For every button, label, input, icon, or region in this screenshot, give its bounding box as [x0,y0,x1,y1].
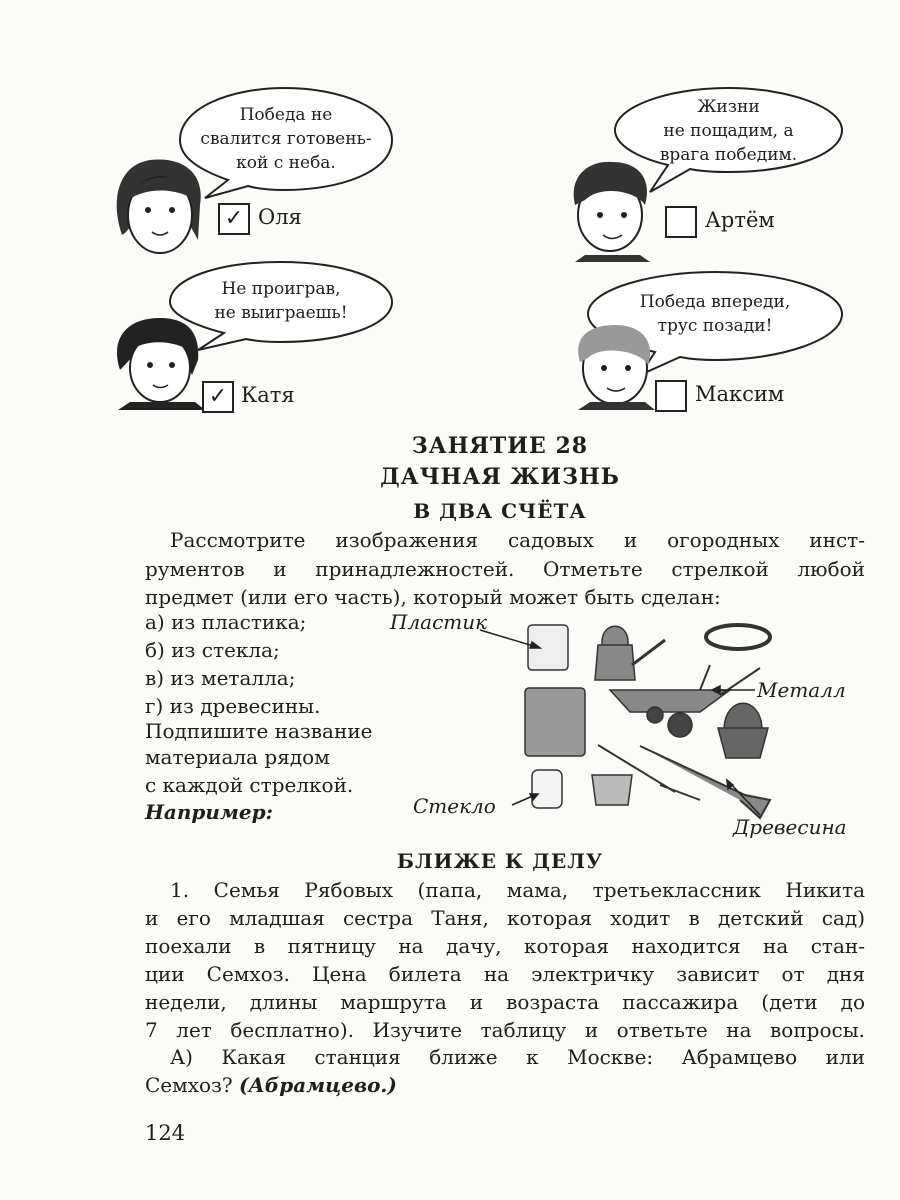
bubble-line: свалится готовень- [200,129,372,149]
bucket-image [592,775,632,805]
list-item: г) из древесины. [145,694,321,718]
paragraph-line: рументов и принадлежностей. Отметьте стрелкой любой [145,557,865,581]
checkbox-maksim[interactable] [655,380,687,412]
bubble-line: Не проиграв, [221,279,341,299]
barrel-image [525,688,585,756]
bubble-line: Жизни [697,97,760,117]
bubble-line: не выиграешь! [214,303,348,323]
name-artem: Артём [705,208,775,232]
checkbox-artem[interactable] [665,206,697,238]
list-item: а) из пластика; [145,610,307,634]
bubble-text-olya [180,103,392,175]
answer-a: (Абрамцево.) [239,1073,397,1097]
check-icon: ✓ [208,384,228,409]
bubble-line: кой с неба. [236,153,336,173]
list-item: б) из стекла; [145,638,280,662]
paragraph-line: 7 лет бесплатно). Изучите таблицу и ответьте на вопросы. [145,1018,865,1042]
question-a-last-line [145,1071,397,1099]
paragraph-line: 1. Семья Рябовых (папа, мама, третьеклассник Никита [170,878,865,902]
name-maksim: Максим [695,382,785,406]
paragraph-line: Рассмотрите изображения садовых и огородных инст- [170,528,865,552]
face-katya [117,318,205,410]
bubble-text-maksim [588,290,842,338]
bubble-text-katya [170,277,392,325]
label-metal: Металл [757,678,846,702]
hose-image [706,625,770,649]
face-artem [574,162,650,262]
jar-image [532,770,562,808]
check-icon: ✓ [224,206,244,231]
bubble-line: трус позади! [657,316,773,336]
paragraph-line: и его младшая сестра Таня, которая ходит в детский сад) [145,906,865,930]
instruction-line: Подпишите название [145,719,373,743]
section-title-v-dva-scheta: В ДВА СЧЁТА [413,499,587,523]
instruction-line: материала рядом [145,745,330,769]
bubble-text-artem [615,95,842,167]
question-line: А) Какая станция ближе к Москве: Абрамцево или [170,1045,865,1069]
paragraph-line: поехали в пятницу на дачу, которая находится на стан- [145,934,865,958]
paragraph-line: ции Семхоз. Цена билета на электричку зависит от дня [145,962,865,986]
basket-image [718,703,768,758]
lesson-number: ЗАНЯТИЕ 28 [411,433,589,459]
watering-can-image [595,626,635,680]
list-item: в) из металла; [145,666,296,690]
paragraph-line: предмет (или его часть), который может быть сделан: [145,585,721,609]
wheelbarrow-image [610,690,730,712]
instruction-line: с каждой стрелкой. [145,773,354,797]
example-label: Например: [145,800,274,824]
bubble-line: не пощадим, а [663,121,794,141]
checkbox-olya[interactable] [218,203,250,235]
page-number: 124 [145,1121,186,1145]
name-olya: Оля [258,205,302,229]
label-glass: Стекло [413,794,496,818]
label-plastic: Пластик [390,610,488,634]
label-wood: Древесина [733,815,847,839]
lesson-title: ДАЧНАЯ ЖИЗНЬ [380,464,620,490]
question-text: Семхоз? [145,1073,233,1097]
checkbox-katya[interactable] [202,381,234,413]
bubble-line: врага победим. [659,145,798,165]
paragraph-line: недели, длины маршрута и возраста пассажира (дети до [145,990,865,1014]
name-katya: Катя [241,383,295,407]
bubble-line: Победа не [239,105,333,125]
bubble-line: Победа впереди, [639,292,791,312]
section-title-blizhe-k-delu: БЛИЖЕ К ДЕЛУ [396,849,604,873]
